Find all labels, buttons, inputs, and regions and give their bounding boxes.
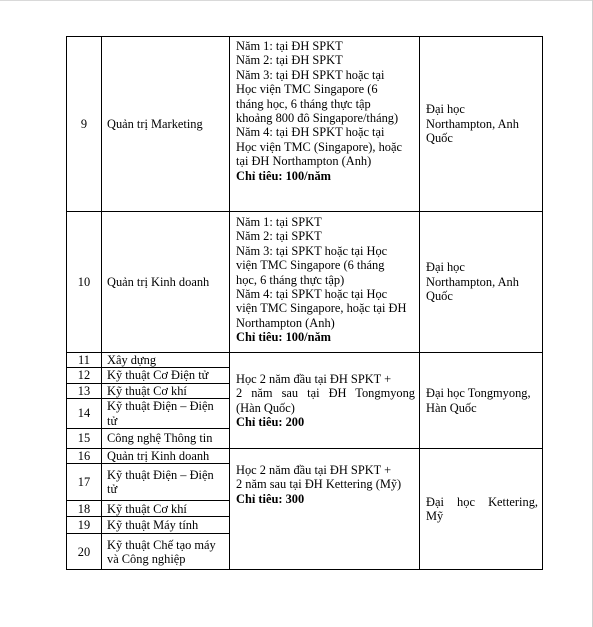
study-plan-line: viện TMC Singapore, hoặc tại ĐH <box>236 301 407 316</box>
university-line: Đại học <box>426 260 465 275</box>
study-plan-line: Năm 4: tại SPKT hoặc tại Học <box>236 287 388 302</box>
university-line: Đại học Tongmyong, <box>426 386 531 401</box>
row-number: 17 <box>67 464 102 501</box>
study-plan-line: tại ĐH Northampton (Anh) <box>236 154 372 169</box>
university-line: Northampton, Anh <box>426 116 519 131</box>
major-name: Quản trị Kinh doanh <box>102 212 230 353</box>
quota: Chỉ tiêu: 100/năm <box>236 330 331 345</box>
major-name: Kỹ thuật Cơ Điện tử <box>102 368 230 383</box>
table-row <box>67 212 543 353</box>
study-plan-line: Năm 3: tại ĐH SPKT hoặc tại <box>236 67 385 82</box>
university-line: Mỹ <box>426 509 444 524</box>
quota: Chỉ tiêu: 200 <box>236 414 305 429</box>
partner-university <box>420 212 543 353</box>
study-plan-line: Northampton (Anh) <box>236 315 335 330</box>
study-plan-line: Năm 3: tại SPKT hoặc tại Học <box>236 243 388 258</box>
study-plan-line: Năm 1: tại SPKT <box>236 215 322 229</box>
university-line: Northampton, Anh <box>426 274 519 289</box>
row-number: 20 <box>67 534 102 570</box>
major-name: Kỹ thuật Điện – Điện tử <box>102 399 230 429</box>
university-line: Quốc <box>426 131 453 146</box>
university-line: Hàn Quốc <box>426 400 477 415</box>
study-plan-line: khoảng 800 đô Singapore/tháng) <box>236 111 399 126</box>
row-number: 10 <box>67 212 102 353</box>
study-plan-line: Năm 2: tại SPKT <box>236 229 322 244</box>
row-number: 12 <box>67 368 102 383</box>
page-frame-top <box>0 0 593 1</box>
study-plan-line: viện TMC Singapore (6 tháng <box>236 258 385 273</box>
study-plan-line: Năm 4: tại ĐH SPKT hoặc tại <box>236 125 385 140</box>
study-plan-line: Học 2 năm đầu tại ĐH SPKT + <box>236 371 392 386</box>
table-row <box>67 449 543 464</box>
table-row <box>67 37 543 212</box>
major-name: Kỹ thuật Chế tạo máy và Công nghiệp <box>102 534 230 570</box>
study-plan <box>230 212 420 353</box>
study-plan-line: (Hàn Quốc) <box>236 400 295 415</box>
partner-university <box>420 353 543 449</box>
major-name: Kỹ thuật Điện – Điện tử <box>102 464 230 501</box>
major-name: Kỹ thuật Cơ khí <box>102 501 230 517</box>
study-plan-line: tháng học, 6 tháng thực tập <box>236 96 371 111</box>
row-number: 13 <box>67 383 102 398</box>
table-row <box>67 353 543 368</box>
partner-university <box>420 37 543 212</box>
university-line: Đại học Kettering, <box>426 494 538 509</box>
major-name: Quản trị Kinh doanh <box>102 449 230 464</box>
study-plan-line: Năm 2: tại ĐH SPKT <box>236 53 343 68</box>
study-plan-line: Học viện TMC Singapore (6 <box>236 82 378 97</box>
program-table <box>66 36 543 570</box>
major-name: Công nghệ Thông tin <box>102 429 230 449</box>
study-plan-line: Học 2 năm đầu tại ĐH SPKT + <box>236 463 392 478</box>
major-name: Xây dựng <box>102 353 230 368</box>
major-name: Quản trị Marketing <box>102 37 230 212</box>
row-number: 18 <box>67 501 102 517</box>
study-plan-line: Năm 1: tại ĐH SPKT <box>236 39 343 53</box>
row-number: 15 <box>67 429 102 449</box>
major-name: Kỹ thuật Cơ khí <box>102 383 230 398</box>
row-number: 11 <box>67 353 102 368</box>
study-plan-line: Học viện TMC (Singapore), hoặc <box>236 139 402 154</box>
university-line: Quốc <box>426 289 453 304</box>
study-plan-line: học, 6 tháng thực tập) <box>236 272 345 287</box>
row-number: 9 <box>67 37 102 212</box>
row-number: 16 <box>67 449 102 464</box>
quota: Chỉ tiêu: 300 <box>236 491 305 506</box>
partner-university <box>420 449 543 570</box>
row-number: 14 <box>67 399 102 429</box>
study-plan <box>230 353 420 449</box>
study-plan-line: 2 năm sau tại ĐH Tongmyong <box>236 386 415 401</box>
study-plan <box>230 37 420 212</box>
major-name: Kỹ thuật Máy tính <box>102 517 230 534</box>
university-line: Đại học <box>426 102 465 117</box>
study-plan <box>230 449 420 570</box>
study-plan-line: 2 năm sau tại ĐH Kettering (Mỹ) <box>236 477 402 492</box>
quota: Chỉ tiêu: 100/năm <box>236 168 331 183</box>
row-number: 19 <box>67 517 102 534</box>
